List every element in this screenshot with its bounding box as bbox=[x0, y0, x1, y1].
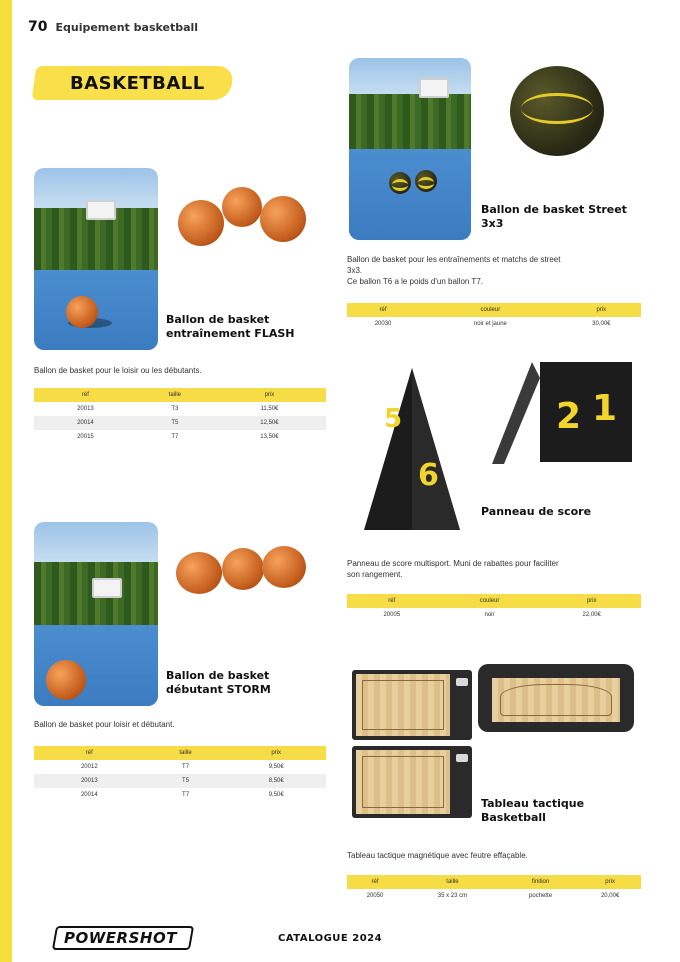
table-header-row bbox=[34, 388, 326, 402]
score-title: Panneau de score bbox=[481, 505, 592, 518]
cell-ref: 20050 bbox=[366, 893, 384, 899]
col-prix: prix bbox=[579, 875, 641, 889]
basketball-image bbox=[415, 170, 437, 192]
cell-taille: T3 bbox=[171, 406, 179, 412]
cell-ref: 20014 bbox=[80, 792, 98, 798]
cell-prix: 22,00€ bbox=[582, 612, 601, 618]
score-digit: 1 bbox=[592, 388, 618, 429]
storm-description: Ballon de basket pour loisir et débutant. bbox=[34, 720, 175, 729]
basketball-image bbox=[389, 172, 411, 194]
page-number: 70 bbox=[28, 19, 48, 35]
tactique-title: Tableau tactique Basketball bbox=[481, 797, 585, 824]
col-ref: réf bbox=[347, 594, 437, 608]
cell-prix: 13,50€ bbox=[260, 434, 279, 440]
cell-taille: T7 bbox=[182, 764, 190, 770]
table-row bbox=[34, 430, 326, 444]
col-taille: taille bbox=[403, 875, 502, 889]
cell-prix: 20,00€ bbox=[600, 893, 620, 899]
col-ref: réf bbox=[34, 388, 137, 402]
table-row bbox=[34, 416, 326, 430]
table-header-row bbox=[34, 746, 326, 760]
category-title: BASKETBALL bbox=[70, 73, 205, 94]
cell-taille: T7 bbox=[171, 434, 179, 440]
col-taille: taille bbox=[137, 388, 213, 402]
tactique-description: Tableau tactique magnétique avec feutre effaçable. bbox=[347, 851, 528, 860]
score-desc-line: son rangement. bbox=[347, 570, 403, 579]
cell-ref: 20013 bbox=[77, 406, 94, 412]
cell-ref: 20015 bbox=[77, 434, 94, 440]
score-description bbox=[347, 558, 643, 580]
cell-prix: 8,50€ bbox=[226, 774, 326, 788]
tactique-spec-table bbox=[347, 875, 641, 903]
col-prix: prix bbox=[226, 746, 326, 760]
brand-logo: POWERSHOT bbox=[64, 929, 177, 947]
street-spec-table bbox=[347, 303, 641, 331]
cell-ref: 20013 bbox=[34, 774, 145, 788]
table-row bbox=[34, 788, 326, 802]
table-header-row bbox=[347, 875, 641, 889]
table-row bbox=[347, 889, 641, 903]
col-couleur: couleur bbox=[437, 594, 543, 608]
street-desc-line: Ce ballon T6 a le poids d'un ballon T7. bbox=[347, 277, 483, 286]
table-header-row bbox=[347, 303, 641, 317]
table-row bbox=[34, 774, 326, 788]
storm-court-photo bbox=[34, 522, 158, 706]
hoop-image bbox=[419, 78, 449, 98]
col-ref: réf bbox=[347, 303, 419, 317]
street-court-photo bbox=[349, 58, 471, 240]
tactic-board-image bbox=[352, 746, 472, 818]
hoop-image bbox=[86, 200, 116, 220]
hoop-image bbox=[92, 578, 122, 598]
cell-prix: 12,50€ bbox=[213, 416, 326, 430]
cell-ref: 20014 bbox=[34, 416, 137, 430]
table-row bbox=[34, 760, 326, 774]
col-ref: réf bbox=[347, 875, 403, 889]
street-desc-line: Ballon de basket pour les entraînements et matchs de street bbox=[347, 255, 561, 264]
cell-ref: 20030 bbox=[374, 321, 392, 327]
col-prix: prix bbox=[542, 594, 641, 608]
street-ball-image bbox=[510, 66, 604, 156]
score-desc-line: Panneau de score multisport. Muni de rabattes pour faciliter bbox=[347, 559, 559, 568]
score-digit: 5 bbox=[384, 404, 403, 434]
cell-prix: 30,00€ bbox=[592, 321, 611, 327]
col-prix: prix bbox=[213, 388, 326, 402]
cell-ref: 20012 bbox=[80, 764, 98, 770]
cell-prix: 9,50€ bbox=[268, 792, 284, 798]
flash-court-photo bbox=[34, 168, 158, 350]
cell-couleur: noir bbox=[484, 612, 495, 618]
cell-couleur: noir et jaune bbox=[473, 321, 507, 327]
score-digit: 6 bbox=[418, 458, 439, 493]
storm-spec-table bbox=[34, 746, 326, 802]
score-spec-table bbox=[347, 594, 641, 622]
cell-ref: 20005 bbox=[383, 612, 401, 618]
cell-taille: 35 x 23 cm bbox=[437, 893, 468, 899]
col-couleur: couleur bbox=[419, 303, 562, 317]
page-spine bbox=[0, 0, 12, 962]
col-finition: finition bbox=[502, 875, 579, 889]
cell-finition: pochette bbox=[529, 893, 553, 899]
table-row bbox=[347, 608, 641, 622]
street-desc-line: 3x3. bbox=[347, 266, 363, 275]
basketball-image bbox=[66, 296, 98, 328]
section-title: Equipement basketball bbox=[55, 21, 199, 34]
street-title: Ballon de basket Street 3x3 bbox=[481, 203, 627, 230]
table-row bbox=[34, 402, 326, 416]
cell-taille: T5 bbox=[145, 774, 227, 788]
tactic-board-open-image bbox=[478, 664, 634, 732]
page-header bbox=[28, 19, 198, 35]
table-row bbox=[347, 317, 641, 331]
cell-taille: T7 bbox=[182, 792, 190, 798]
tactic-board-image bbox=[352, 670, 472, 740]
col-taille: taille bbox=[145, 746, 227, 760]
cell-taille: T5 bbox=[137, 416, 213, 430]
basketball-image bbox=[46, 660, 86, 700]
flash-description: Ballon de basket pour le loisir ou les débutants. bbox=[34, 366, 202, 375]
table-header-row bbox=[347, 594, 641, 608]
flash-spec-table bbox=[34, 388, 326, 444]
flash-title: Ballon de basket entraînement FLASH bbox=[166, 313, 295, 340]
score-digit: 2 bbox=[556, 396, 582, 437]
storm-title: Ballon de basket débutant STORM bbox=[166, 669, 271, 696]
catalogue-label: CATALOGUE 2024 bbox=[278, 933, 383, 944]
col-prix: prix bbox=[562, 303, 641, 317]
cell-prix: 9,50€ bbox=[268, 764, 284, 770]
street-description bbox=[347, 254, 643, 287]
cell-prix: 11,50€ bbox=[260, 406, 279, 412]
col-ref: réf bbox=[34, 746, 145, 760]
